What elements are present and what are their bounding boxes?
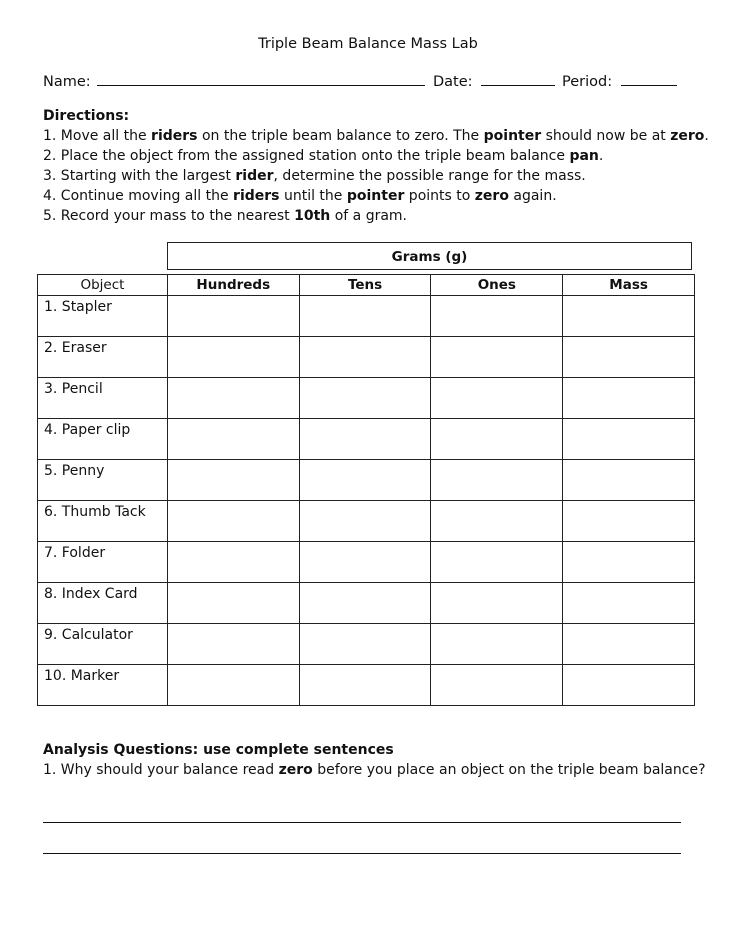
text-fragment: should now be at <box>541 128 671 144</box>
text-fragment: . <box>704 128 709 144</box>
col-header-mass: Mass <box>563 275 695 296</box>
hundreds-entry-cell[interactable] <box>167 583 299 624</box>
hundreds-entry-cell[interactable] <box>167 419 299 460</box>
text-fragment: before you place an object on the triple beam balance? <box>312 762 706 778</box>
worksheet-title: Triple Beam Balance Mass Lab <box>258 36 478 52</box>
table-row <box>38 542 695 583</box>
text-fragment: on the triple beam balance to zero. The <box>197 128 484 144</box>
bold-term: pointer <box>483 128 542 144</box>
bold-term: zero <box>474 188 509 204</box>
table-row <box>38 501 695 542</box>
analysis-section <box>43 740 706 780</box>
hundreds-entry-cell[interactable] <box>167 296 299 337</box>
period-blank[interactable] <box>621 70 677 86</box>
ones-entry-cell[interactable] <box>431 501 563 542</box>
mass-entry-cell[interactable] <box>563 624 695 665</box>
direction-step <box>43 166 709 186</box>
table-row <box>38 460 695 501</box>
text-fragment: points to <box>404 188 475 204</box>
table-row <box>38 337 695 378</box>
mass-entry-cell[interactable] <box>563 378 695 419</box>
object-name-cell: 9. Calculator <box>38 624 168 665</box>
text-fragment: . <box>598 148 604 164</box>
mass-data-table <box>37 274 695 706</box>
hundreds-entry-cell[interactable] <box>167 542 299 583</box>
ones-entry-cell[interactable] <box>431 337 563 378</box>
direction-step <box>43 186 709 206</box>
mass-entry-cell[interactable] <box>563 583 695 624</box>
object-name-cell: 3. Pencil <box>38 378 168 419</box>
date-field[interactable] <box>433 70 555 90</box>
table-row <box>38 665 695 706</box>
student-info-row <box>43 70 676 90</box>
mass-entry-cell[interactable] <box>563 542 695 583</box>
bold-term: zero <box>278 762 313 778</box>
hundreds-entry-cell[interactable] <box>167 337 299 378</box>
mass-entry-cell[interactable] <box>563 419 695 460</box>
table-row <box>38 296 695 337</box>
tens-entry-cell[interactable] <box>299 583 431 624</box>
date-label: Date: <box>433 74 473 90</box>
ones-entry-cell[interactable] <box>431 583 563 624</box>
ones-entry-cell[interactable] <box>431 460 563 501</box>
analysis-heading: Analysis Questions: use complete sentences <box>43 742 394 758</box>
answer-line[interactable] <box>43 822 681 823</box>
date-blank[interactable] <box>481 70 555 86</box>
ones-entry-cell[interactable] <box>431 419 563 460</box>
tens-entry-cell[interactable] <box>299 419 431 460</box>
table-row <box>38 583 695 624</box>
col-header-tens: Tens <box>299 275 431 296</box>
bold-term: zero <box>670 128 705 144</box>
directions-list <box>43 126 709 226</box>
hundreds-entry-cell[interactable] <box>167 460 299 501</box>
analysis-questions <box>43 760 706 780</box>
period-field[interactable] <box>562 70 677 90</box>
ones-entry-cell[interactable] <box>431 624 563 665</box>
ones-entry-cell[interactable] <box>431 542 563 583</box>
mass-entry-cell[interactable] <box>563 665 695 706</box>
object-name-cell: 8. Index Card <box>38 583 168 624</box>
mass-entry-cell[interactable] <box>563 296 695 337</box>
bold-term: 10th <box>294 208 331 224</box>
hundreds-entry-cell[interactable] <box>167 624 299 665</box>
text-fragment: of a gram. <box>330 208 407 224</box>
text-fragment: 2. Place the object from the assigned station onto the triple beam balance <box>43 148 570 164</box>
table-header-row <box>38 275 695 296</box>
col-header-hundreds: Hundreds <box>167 275 299 296</box>
name-blank[interactable] <box>97 70 425 86</box>
ones-entry-cell[interactable] <box>431 296 563 337</box>
hundreds-entry-cell[interactable] <box>167 501 299 542</box>
tens-entry-cell[interactable] <box>299 296 431 337</box>
tens-entry-cell[interactable] <box>299 542 431 583</box>
text-fragment: , determine the possible range for the mass. <box>273 168 586 184</box>
hundreds-entry-cell[interactable] <box>167 378 299 419</box>
text-fragment: until the <box>279 188 347 204</box>
bold-term: rider <box>235 168 274 184</box>
direction-step <box>43 146 709 166</box>
object-name-cell: 1. Stapler <box>38 296 168 337</box>
bold-term: pointer <box>346 188 405 204</box>
tens-entry-cell[interactable] <box>299 665 431 706</box>
bold-term: riders <box>233 188 280 204</box>
object-name-cell: 10. Marker <box>38 665 168 706</box>
answer-line[interactable] <box>43 853 681 854</box>
name-field[interactable] <box>43 70 425 90</box>
object-name-cell: 5. Penny <box>38 460 168 501</box>
tens-entry-cell[interactable] <box>299 337 431 378</box>
col-header-object: Object <box>38 275 168 296</box>
object-name-cell: 4. Paper clip <box>38 419 168 460</box>
tens-entry-cell[interactable] <box>299 460 431 501</box>
period-label: Period: <box>562 74 613 90</box>
table-row <box>38 624 695 665</box>
mass-entry-cell[interactable] <box>563 337 695 378</box>
directions-section <box>43 106 709 226</box>
col-header-ones: Ones <box>431 275 563 296</box>
mass-entry-cell[interactable] <box>563 460 695 501</box>
direction-step <box>43 206 709 226</box>
object-name-cell: 7. Folder <box>38 542 168 583</box>
text-fragment: 1. Move all the <box>43 128 152 144</box>
table-row <box>38 378 695 419</box>
bold-term: pan <box>569 148 599 164</box>
bold-term: riders <box>151 128 198 144</box>
text-fragment: 3. Starting with the largest <box>43 168 236 184</box>
directions-heading: Directions: <box>43 108 130 124</box>
table-row <box>38 419 695 460</box>
text-fragment: 5. Record your mass to the nearest <box>43 208 295 224</box>
grams-group-header: Grams (g) <box>167 242 692 270</box>
name-label: Name: <box>43 74 91 90</box>
tens-entry-cell[interactable] <box>299 501 431 542</box>
ones-entry-cell[interactable] <box>431 665 563 706</box>
analysis-question <box>43 760 706 780</box>
object-name-cell: 2. Eraser <box>38 337 168 378</box>
direction-step <box>43 126 709 146</box>
text-fragment: 1. Why should your balance read <box>43 762 279 778</box>
mass-entry-cell[interactable] <box>563 501 695 542</box>
hundreds-entry-cell[interactable] <box>167 665 299 706</box>
object-name-cell: 6. Thumb Tack <box>38 501 168 542</box>
tens-entry-cell[interactable] <box>299 378 431 419</box>
text-fragment: again. <box>508 188 557 204</box>
ones-entry-cell[interactable] <box>431 378 563 419</box>
tens-entry-cell[interactable] <box>299 624 431 665</box>
text-fragment: 4. Continue moving all the <box>43 188 234 204</box>
